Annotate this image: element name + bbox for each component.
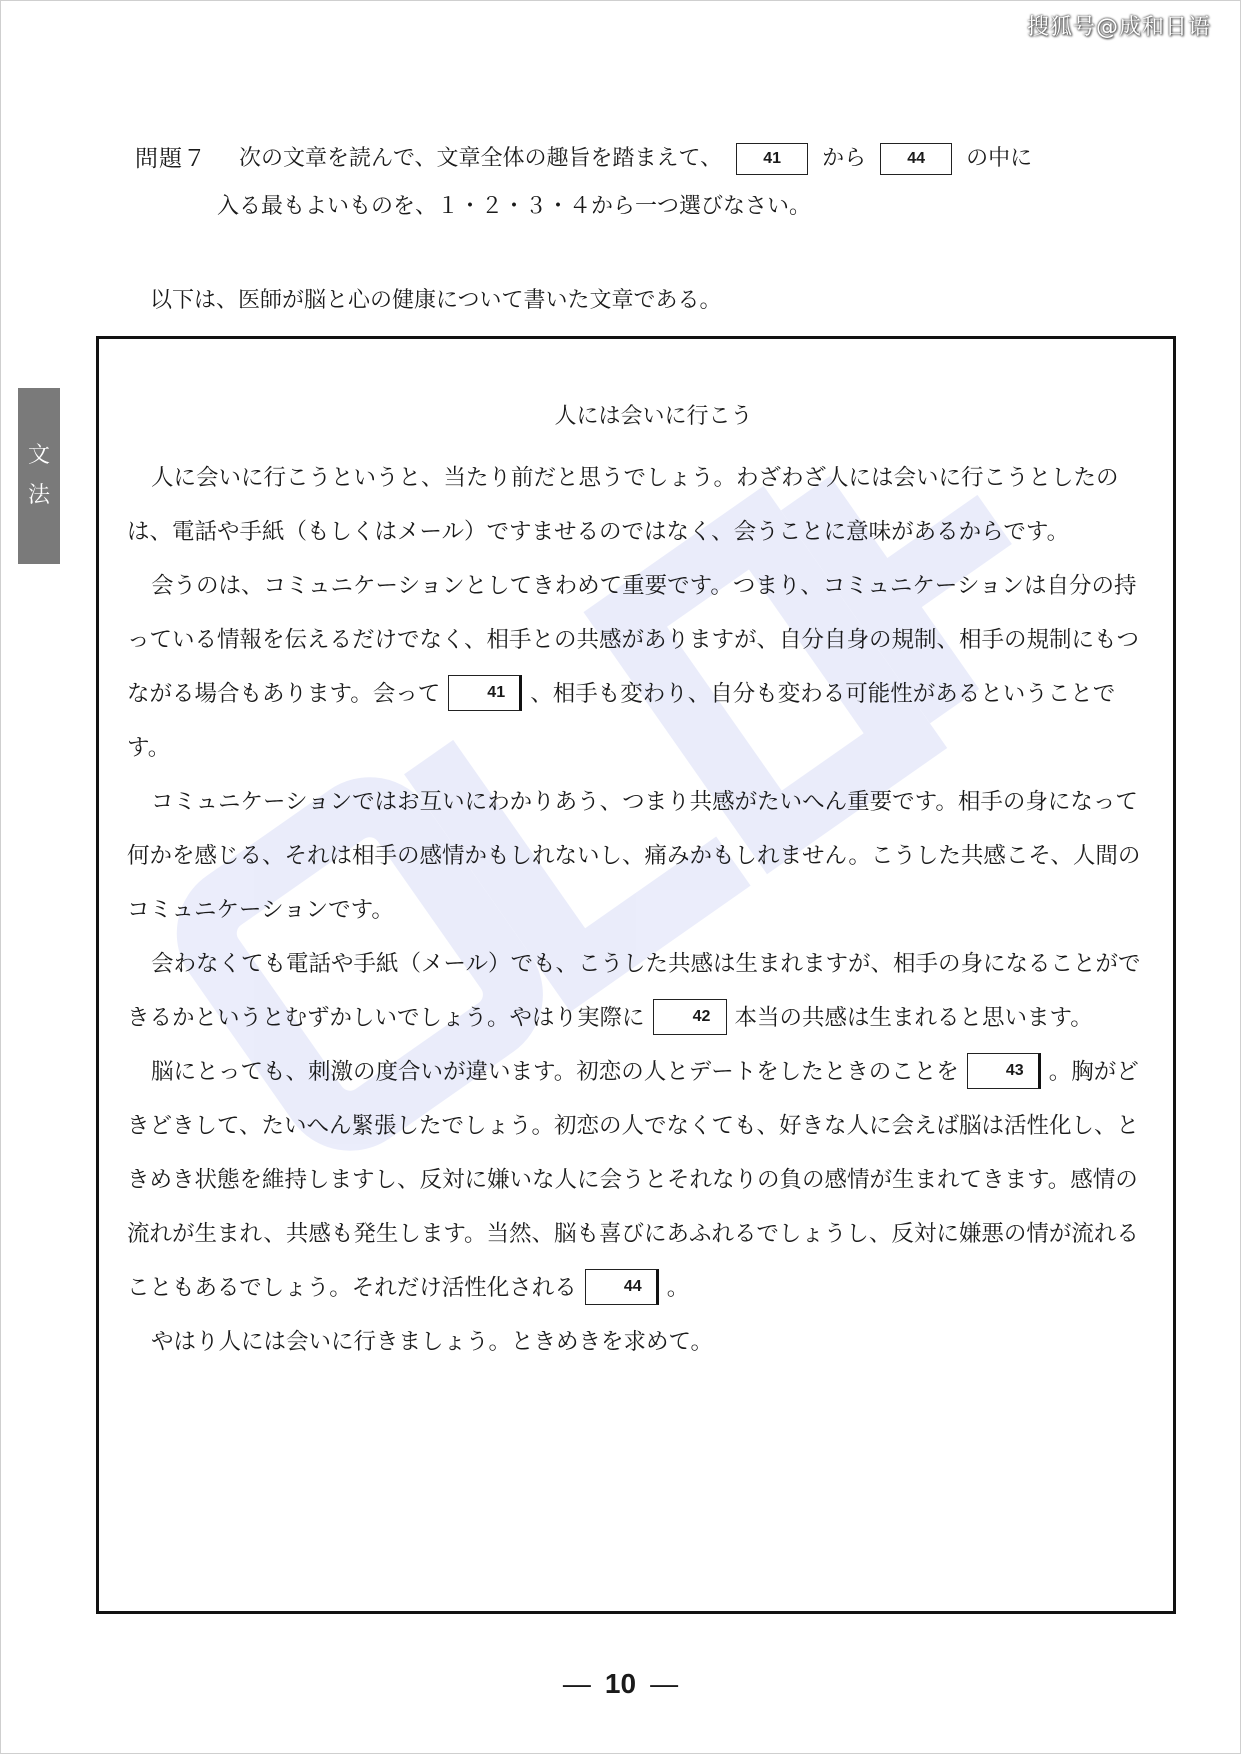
page-number-value: 10 — [604, 1668, 637, 1699]
page-number-dash: — — [562, 1668, 591, 1699]
paragraph-text: 。 — [666, 1275, 690, 1301]
paragraph-text: 、相手も変わり、自分も変わる可能性があるということです。 — [127, 681, 1116, 761]
question-number: 問題７ — [135, 146, 207, 172]
intro-text: 以下は、医師が脳と心の健康について書いた文章である。 — [150, 288, 722, 313]
paragraph-2 — [127, 559, 1157, 775]
section-tab-char: 法 — [27, 483, 50, 508]
passage-body — [127, 451, 1157, 1369]
question-header-line1 — [135, 142, 1032, 176]
page-number-dash: — — [650, 1668, 679, 1699]
blank-box-43: 43 — [967, 1053, 1041, 1089]
passage-title: 人には会いに行こう — [554, 404, 753, 429]
instruction-text-line2: 入る最もよいものを、１・２・３・４から一つ選びなさい。 — [217, 194, 812, 219]
blank-box-42: 42 — [653, 999, 727, 1035]
paragraph-text: 会うのは、コミュニケーションとしてきわめて重要です。つまり、コミュニケーションは自分の持っている情報を伝えるだけでなく、相手との共感がありますが、自分自身の規制、相手の規制にもつながる場合もあります。会って — [127, 573, 1140, 707]
paragraph-6: やはり人には会いに行きましょう。ときめきを求めて。 — [151, 1329, 714, 1355]
section-tab-char: 文 — [27, 443, 50, 468]
blank-box-41: 41 — [448, 675, 522, 711]
paragraph-1: 人に会いに行こうというと、当たり前だと思うでしょう。わざわざ人には会いに行こうとしたのは、電話や手紙（もしくはメール）ですませるのではなく、会うことに意味があるからです。 — [127, 465, 1119, 545]
page-number — [0, 1668, 1241, 1700]
instruction-text: 次の文章を読んで、文章全体の趣旨を踏まえて、 — [239, 146, 723, 171]
paragraph-text: 会わなくても電話や手紙（メール）でも、こうした共感は生まれますが、相手の身になることができるかというとむずかしいでしょう。やはり実際に — [127, 951, 1141, 1031]
passage-frame — [96, 336, 1176, 1614]
blank-box-44: 44 — [585, 1269, 659, 1305]
question-header — [135, 142, 1032, 224]
paragraph-text: 。胸がどきどきして、たいへん緊張したでしょう。初恋の人でなくても、好きな人に会えば脳は活性化し、ときめき状態を維持しますし、反対に嫌いな人に会うとそれなりの負の感情が生まれてきます。感情の流れが生まれ、共感も発生します。当然、脳も喜びにあふれるでしょうし、反対に嫌悪の情が流れることもあるでしょう。それだけ活性化される — [127, 1059, 1140, 1301]
watermark-corner-text: 搜狐号@成和日语 — [1026, 15, 1211, 40]
paragraph-text: 脳にとっても、刺激の度合いが違います。初恋の人とデートをしたときのことを — [151, 1059, 959, 1085]
section-tab — [18, 388, 60, 564]
paragraph-3: コミュニケーションではお互いにわかりあう、つまり共感がたいへん重要です。相手の身になって何かを感じる、それは相手の感情かもしれないし、痛みかもしれません。こうした共感こそ、人間のコミュニケーションです。 — [127, 789, 1141, 923]
blank-box-41: 41 — [736, 143, 808, 175]
instruction-text: から — [822, 146, 867, 171]
paragraph-text: 本当の共感は生まれると思います。 — [734, 1005, 1093, 1031]
blank-box-44: 44 — [880, 143, 952, 175]
paragraph-4 — [127, 937, 1157, 1045]
paragraph-5 — [127, 1045, 1157, 1315]
instruction-text: の中に — [966, 146, 1033, 171]
